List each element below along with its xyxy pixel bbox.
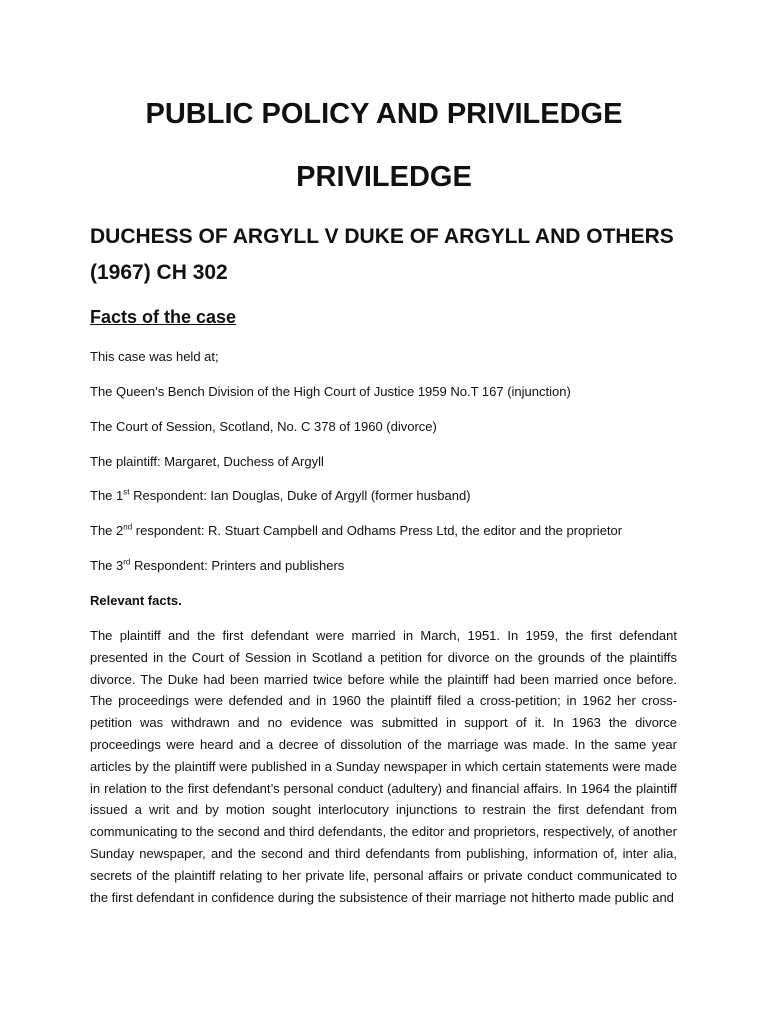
respondent-1-prefix: The 1 xyxy=(90,488,124,503)
case-title: DUCHESS OF ARGYLL V DUKE OF ARGYLL AND OTHERS (1967) CH 302 xyxy=(90,225,674,284)
respondent-3-ordinal: rd xyxy=(123,557,131,567)
respondent-1-text xyxy=(90,488,471,503)
respondent-1-ordinal: st xyxy=(123,487,130,497)
respondent-2-ordinal: nd xyxy=(123,522,133,532)
relevant-facts-paragraph: The plaintiff and the first defendant were married in March, 1951. In 1959, the first defendant presented in the Court of Session in Scotland a petition for divorce on the grounds of the plaintiffs divorce. The Duke had been married twice before while the plaintiff had been married once before. The proceedings were defended and in 1960 the plaintiff filed a cross-petition; in 1962 her cross-petition was withdrawn and no evidence was submitted in support of it. In 1963 the divorce proceedings were heard and a decree of dissolution of the marriage was made. In the same year articles by the plaintiff were published in a Sunday newspaper in which certain statements were made in relation to the first defendant’s personal conduct (adultery) and financial affairs. In 1964 the plaintiff issued a writ and by motion sought interlocutory injunctions to restrain the first defendant from communicating to the second and third defendants, the editor and proprietors, respectively, of another Sunday newspaper, and the second and third defendants from publishing, information of, inter alia, secrets of the plaintiff relating to her private life, personal affairs or private conduct communicated to the first defendant in confidence during the subsistence of their marriage not hitherto made public and xyxy=(90,628,677,905)
respondent-2-rest: respondent: R. Stuart Campbell and Odhams Press Ltd, the editor and the proprietor xyxy=(132,523,623,538)
document-subtitle: PRIVILEDGE xyxy=(296,161,472,193)
respondent-3-text xyxy=(90,558,344,573)
respondent-2-text xyxy=(90,523,622,538)
relevant-facts-heading: Relevant facts. xyxy=(90,593,182,608)
document-title: PUBLIC POLICY AND PRIVILEDGE xyxy=(145,98,623,130)
court-2-text: The Court of Session, Scotland, No. C 378 of 1960 (divorce) xyxy=(90,419,437,434)
respondent-3-rest: Respondent: Printers and publishers xyxy=(130,558,345,573)
respondent-1-rest: Respondent: Ian Douglas, Duke of Argyll (former husband) xyxy=(129,488,471,503)
respondent-2-prefix: The 2 xyxy=(90,523,124,538)
section-heading: Facts of the case xyxy=(90,307,237,327)
respondent-3-prefix: The 3 xyxy=(90,558,124,573)
held-at-text: This case was held at; xyxy=(90,349,219,364)
court-1-text: The Queen’s Bench Division of the High Court of Justice 1959 No.T 167 (injunction) xyxy=(90,384,571,399)
plaintiff-text: The plaintiff: Margaret, Duchess of Argyll xyxy=(90,454,324,469)
